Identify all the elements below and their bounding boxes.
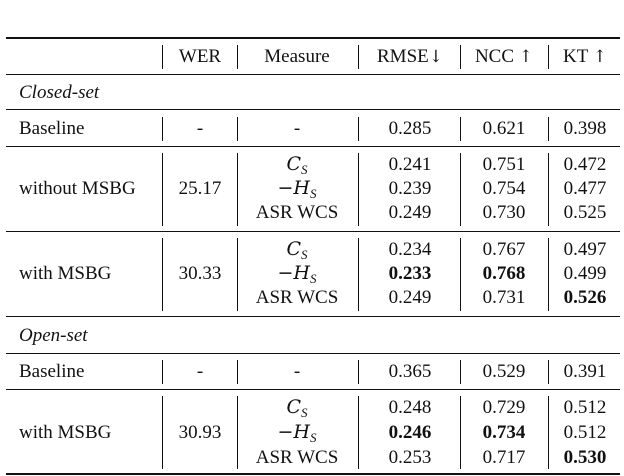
wer-value: -: [196, 118, 204, 139]
column-separator: [460, 153, 461, 226]
section-label-closed: Closed-set: [19, 82, 100, 103]
column-separator: [237, 45, 238, 69]
column-separator: [460, 238, 461, 311]
header-rmse-label: RMSE: [377, 46, 429, 67]
column-separator: [358, 153, 359, 226]
up-arrow-icon: ↑: [592, 47, 607, 67]
header-kt: [563, 45, 607, 69]
kt-value: 0.512: [563, 422, 607, 443]
rmse-value: 0.249: [388, 287, 432, 308]
column-separator: [548, 45, 549, 69]
section-rule: [6, 109, 620, 110]
row-label: Baseline: [19, 361, 85, 382]
measure-asr-wcs: ASR WCS: [255, 202, 339, 223]
measure-value: -: [293, 118, 301, 139]
column-separator: [162, 238, 163, 311]
column-separator: [548, 360, 549, 384]
row-label: without MSBG: [19, 178, 136, 199]
section-rule: [6, 353, 620, 354]
ncc-value-best: 0.768: [482, 263, 526, 284]
column-separator: [237, 396, 238, 469]
kt-value: 0.525: [563, 202, 607, 223]
kt-value-best: 0.526: [563, 287, 607, 308]
header-ncc-label: NCC: [474, 46, 515, 67]
kt-value: 0.477: [563, 178, 607, 199]
column-separator: [358, 360, 359, 384]
column-separator: [460, 360, 461, 384]
header-rule: [6, 74, 620, 75]
column-separator: [358, 396, 359, 469]
column-separator: [237, 117, 238, 141]
column-separator: [237, 360, 238, 384]
column-separator: [162, 360, 163, 384]
table-top-rule: [6, 37, 620, 39]
row-rule: [6, 389, 620, 390]
column-separator: [548, 117, 549, 141]
row-label: Baseline: [19, 118, 85, 139]
ncc-value: 0.717: [482, 447, 526, 468]
section-end-rule: [6, 316, 620, 317]
column-separator: [237, 238, 238, 311]
wer-value: 30.33: [178, 263, 222, 284]
column-separator: [548, 153, 549, 226]
ncc-value: 0.754: [482, 178, 526, 199]
row-label: with MSBG: [19, 263, 112, 284]
header-measure: Measure: [264, 46, 330, 67]
ncc-value: 0.529: [482, 361, 526, 382]
measure-cs: $C_S$: [286, 396, 308, 420]
column-separator: [548, 238, 549, 311]
header-wer: WER: [178, 46, 222, 67]
measure-cs: $C_S$: [286, 238, 308, 262]
rmse-value: 0.239: [388, 178, 432, 199]
column-separator: [358, 45, 359, 69]
column-separator: [358, 238, 359, 311]
kt-value: 0.499: [563, 263, 607, 284]
ncc-value: 0.751: [482, 154, 526, 175]
rmse-value-best: 0.246: [388, 422, 432, 443]
table-bottom-rule: [6, 473, 620, 475]
column-separator: [162, 396, 163, 469]
column-separator: [358, 117, 359, 141]
kt-value-best: 0.530: [563, 447, 607, 468]
measure-neg-hs: $-H_S$: [277, 421, 317, 445]
kt-value: 0.398: [563, 118, 607, 139]
ncc-value-best: 0.734: [482, 422, 526, 443]
ncc-value: 0.621: [482, 118, 526, 139]
column-separator: [460, 45, 461, 69]
rmse-value: 0.253: [388, 447, 432, 468]
ncc-value: 0.767: [482, 239, 526, 260]
row-rule: [6, 146, 620, 147]
wer-value: 25.17: [178, 178, 222, 199]
column-separator: [548, 396, 549, 469]
rmse-value-best: 0.233: [388, 263, 432, 284]
header-ncc: [475, 45, 533, 69]
kt-value: 0.391: [563, 361, 607, 382]
measure-asr-wcs: ASR WCS: [255, 287, 339, 308]
measure-neg-hs: $-H_S$: [277, 262, 317, 286]
column-separator: [460, 396, 461, 469]
column-separator: [162, 117, 163, 141]
ncc-value: 0.730: [482, 202, 526, 223]
down-arrow-icon: ↓: [428, 47, 443, 67]
column-separator: [237, 153, 238, 226]
rmse-value: 0.241: [388, 154, 432, 175]
column-separator: [460, 117, 461, 141]
ncc-value: 0.729: [482, 397, 526, 418]
row-label: with MSBG: [19, 422, 112, 443]
wer-value: 30.93: [178, 422, 222, 443]
up-arrow-icon: ↑: [518, 47, 534, 67]
measure-value: -: [293, 361, 301, 382]
row-rule: [6, 231, 620, 232]
rmse-value: 0.365: [388, 361, 432, 382]
measure-neg-hs: $-H_S$: [277, 177, 317, 201]
kt-value: 0.512: [563, 397, 607, 418]
section-label-open: Open-set: [19, 325, 88, 346]
wer-value: -: [196, 361, 204, 382]
kt-value: 0.497: [563, 239, 607, 260]
ncc-value: 0.731: [482, 287, 526, 308]
rmse-value: 0.285: [388, 118, 432, 139]
header-rmse: [377, 45, 443, 69]
column-separator: [162, 45, 163, 69]
column-separator: [162, 153, 163, 226]
rmse-value: 0.249: [388, 202, 432, 223]
measure-cs: $C_S$: [286, 153, 308, 177]
rmse-value: 0.248: [388, 397, 432, 418]
header-kt-label: KT: [563, 46, 588, 67]
measure-asr-wcs: ASR WCS: [255, 447, 339, 468]
kt-value: 0.472: [563, 154, 607, 175]
rmse-value: 0.234: [388, 239, 432, 260]
